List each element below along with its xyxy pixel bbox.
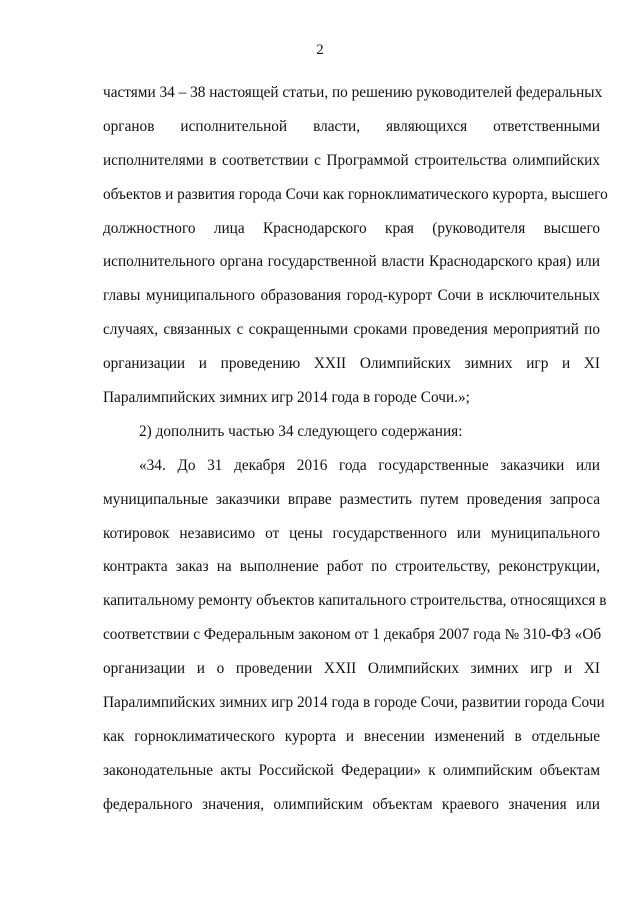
text-line: федерального значения, олимпийским объектам краевого значения или	[103, 795, 600, 813]
text-line: организации и проведению XXII Олимпийских зимних игр и XI	[103, 355, 600, 373]
text-line: Паралимпийских зимних игр 2014 года в городе Сочи.»;	[103, 389, 470, 407]
page-number: 2	[316, 42, 324, 58]
text-line: Паралимпийских зимних игр 2014 года в городе Сочи, развитии города Сочи	[103, 694, 605, 712]
text-line: как горноклиматического курорта и внесении изменений в отдельные	[103, 727, 600, 745]
text-line: объектов и развития города Сочи как горноклиматического курорта, высшего	[103, 185, 608, 203]
text-line: случаях, связанных с сокращенными сроками проведения мероприятий по	[103, 321, 600, 339]
text-line: муниципальные заказчики вправе разместить путем проведения запроса	[103, 490, 600, 508]
text-line: соответствии с Федеральным законом от 1 декабря 2007 года № 310-ФЗ «Об	[103, 626, 602, 644]
text-line: контракта заказ на выполнение работ по строительству, реконструкции,	[103, 558, 600, 576]
text-line: главы муниципального образования город-курорт Сочи в исключительных	[103, 287, 600, 305]
text-line: «34. До 31 декабря 2016 года государственные заказчики или	[139, 456, 600, 474]
document-body	[103, 76, 608, 822]
text-line: организации и о проведении XXII Олимпийских зимних игр и XI	[103, 660, 600, 678]
text-line: исполнительного органа государственной власти Краснодарского края) или	[103, 253, 600, 271]
text-line: органов исполнительной власти, являющихся ответственными	[103, 117, 600, 135]
text-line: 2) дополнить частью 34 следующего содержания:	[139, 422, 463, 440]
text-line: законодательные акты Российской Федерации» к олимпийским объектам	[103, 761, 600, 779]
text-line: капитальному ремонту объектов капитального строительства, относящихся в	[103, 592, 607, 610]
text-line: частями 34 – 38 настоящей статьи, по решению руководителей федеральных	[103, 84, 603, 101]
text-line: котировок независимо от цены государственного или муниципального	[103, 524, 600, 542]
text-line: должностного лица Краснодарского края (руководителя высшего	[103, 219, 600, 237]
text-line: исполнителями в соответствии с Программой строительства олимпийских	[103, 151, 600, 169]
